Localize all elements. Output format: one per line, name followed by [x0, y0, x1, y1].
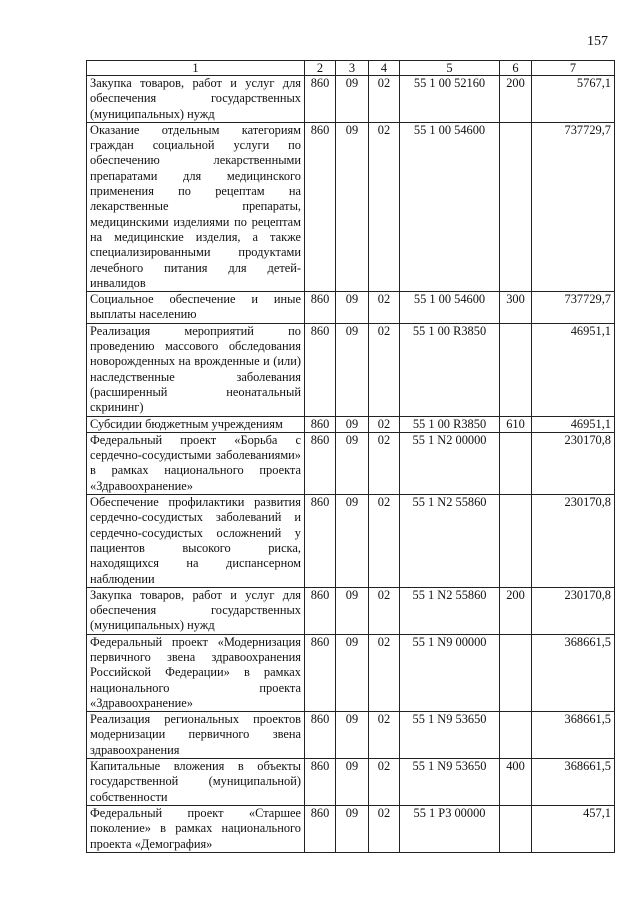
amount-value: 457,1 — [532, 805, 615, 852]
target-article-code: 55 1 N9 00000 — [400, 634, 500, 711]
amount-value: 737729,7 — [532, 122, 615, 291]
target-article-code: 55 1 N9 53650 — [400, 712, 500, 759]
admin-code: 860 — [305, 416, 336, 432]
row-description: Закупка товаров, работ и услуг для обеспечения государственных (муниципальных) нужд — [87, 587, 305, 634]
column-header: 6 — [500, 61, 532, 76]
amount-value: 46951,1 — [532, 323, 615, 416]
admin-code: 860 — [305, 759, 336, 806]
target-article-code: 55 1 N2 00000 — [400, 432, 500, 494]
admin-code: 860 — [305, 587, 336, 634]
row-description: Обеспечение профилактики развития сердечно-сосудистых заболеваний и сердечно-сосудистых осложнений у пациентов высокого риска, находящихся на диспансерном наблюдении — [87, 495, 305, 588]
target-article-code: 55 1 N9 53650 — [400, 759, 500, 806]
target-article-code: 55 1 00 R3850 — [400, 416, 500, 432]
expense-type-code — [500, 122, 532, 291]
admin-code: 860 — [305, 323, 336, 416]
row-description: Оказание отдельным категориям граждан социальной услуги по обеспечению лекарственными препаратами для медицинского применения по рецептам на лекарственные препараты, медицинскими изделиями по рецептам на медицинские изделия, а также специализированными продуктами лечебного питания для детей-инвалидов — [87, 122, 305, 291]
table-row — [87, 495, 615, 588]
amount-value: 230170,8 — [532, 587, 615, 634]
section-code: 09 — [336, 759, 369, 806]
expense-type-code — [500, 323, 532, 416]
row-description: Субсидии бюджетным учреждениям — [87, 416, 305, 432]
column-header: 3 — [336, 61, 369, 76]
target-article-code: 55 1 N2 55860 — [400, 495, 500, 588]
expense-type-code — [500, 432, 532, 494]
column-header: 2 — [305, 61, 336, 76]
section-code: 09 — [336, 495, 369, 588]
admin-code: 860 — [305, 805, 336, 852]
table-row — [87, 759, 615, 806]
table-row — [87, 432, 615, 494]
target-article-code: 55 1 00 R3850 — [400, 323, 500, 416]
table-row — [87, 122, 615, 291]
row-description: Реализация региональных проектов модернизации первичного звена здравоохранения — [87, 712, 305, 759]
section-code: 09 — [336, 805, 369, 852]
budget-table — [86, 60, 615, 853]
page-number: 157 — [587, 34, 608, 49]
expense-type-code: 610 — [500, 416, 532, 432]
subsection-code: 02 — [369, 634, 400, 711]
row-description: Федеральный проект «Модернизация первичного звена здравоохранения Российской Федерации» в рамках национального проекта «Здравоохранение» — [87, 634, 305, 711]
section-code: 09 — [336, 76, 369, 123]
expense-type-code: 200 — [500, 76, 532, 123]
admin-code: 860 — [305, 292, 336, 324]
column-header: 4 — [369, 61, 400, 76]
subsection-code: 02 — [369, 759, 400, 806]
amount-value: 737729,7 — [532, 292, 615, 324]
target-article-code: 55 1 P3 00000 — [400, 805, 500, 852]
admin-code: 860 — [305, 634, 336, 711]
subsection-code: 02 — [369, 805, 400, 852]
table-row — [87, 76, 615, 123]
subsection-code: 02 — [369, 416, 400, 432]
target-article-code: 55 1 00 54600 — [400, 122, 500, 291]
section-code: 09 — [336, 432, 369, 494]
admin-code: 860 — [305, 712, 336, 759]
section-code: 09 — [336, 122, 369, 291]
column-header: 5 — [400, 61, 500, 76]
amount-value: 368661,5 — [532, 634, 615, 711]
expense-type-code: 200 — [500, 587, 532, 634]
subsection-code: 02 — [369, 432, 400, 494]
amount-value: 230170,8 — [532, 432, 615, 494]
table-row — [87, 416, 615, 432]
column-header: 1 — [87, 61, 305, 76]
table-row — [87, 587, 615, 634]
row-description: Реализация мероприятий по проведению массового обследования новорожденных на врожденные и (или) наследственные заболевания (расширенный неонатальный скрининг) — [87, 323, 305, 416]
row-description: Федеральный проект «Борьба с сердечно-сосудистыми заболеваниями» в рамках национального проекта «Здравоохранение» — [87, 432, 305, 494]
admin-code: 860 — [305, 432, 336, 494]
row-description: Федеральный проект «Старшее поколение» в рамках национального проекта «Демография» — [87, 805, 305, 852]
expense-type-code: 400 — [500, 759, 532, 806]
target-article-code: 55 1 00 52160 — [400, 76, 500, 123]
section-code: 09 — [336, 712, 369, 759]
admin-code: 860 — [305, 76, 336, 123]
table-row — [87, 712, 615, 759]
amount-value: 46951,1 — [532, 416, 615, 432]
table-row — [87, 634, 615, 711]
target-article-code: 55 1 00 54600 — [400, 292, 500, 324]
expense-type-code — [500, 805, 532, 852]
row-description: Закупка товаров, работ и услуг для обеспечения государственных (муниципальных) нужд — [87, 76, 305, 123]
subsection-code: 02 — [369, 292, 400, 324]
table-row — [87, 323, 615, 416]
table-header-row — [87, 61, 615, 76]
row-description: Капитальные вложения в объекты государственной (муниципальной) собственности — [87, 759, 305, 806]
admin-code: 860 — [305, 122, 336, 291]
subsection-code: 02 — [369, 712, 400, 759]
amount-value: 230170,8 — [532, 495, 615, 588]
table-body — [87, 76, 615, 853]
table-row — [87, 292, 615, 324]
subsection-code: 02 — [369, 122, 400, 291]
expense-type-code — [500, 634, 532, 711]
amount-value: 5767,1 — [532, 76, 615, 123]
subsection-code: 02 — [369, 323, 400, 416]
section-code: 09 — [336, 587, 369, 634]
section-code: 09 — [336, 634, 369, 711]
subsection-code: 02 — [369, 495, 400, 588]
subsection-code: 02 — [369, 76, 400, 123]
column-header: 7 — [532, 61, 615, 76]
amount-value: 368661,5 — [532, 712, 615, 759]
section-code: 09 — [336, 323, 369, 416]
section-code: 09 — [336, 292, 369, 324]
expense-type-code — [500, 712, 532, 759]
subsection-code: 02 — [369, 587, 400, 634]
expense-type-code: 300 — [500, 292, 532, 324]
table-row — [87, 805, 615, 852]
amount-value: 368661,5 — [532, 759, 615, 806]
target-article-code: 55 1 N2 55860 — [400, 587, 500, 634]
row-description: Социальное обеспечение и иные выплаты населению — [87, 292, 305, 324]
section-code: 09 — [336, 416, 369, 432]
expense-type-code — [500, 495, 532, 588]
admin-code: 860 — [305, 495, 336, 588]
